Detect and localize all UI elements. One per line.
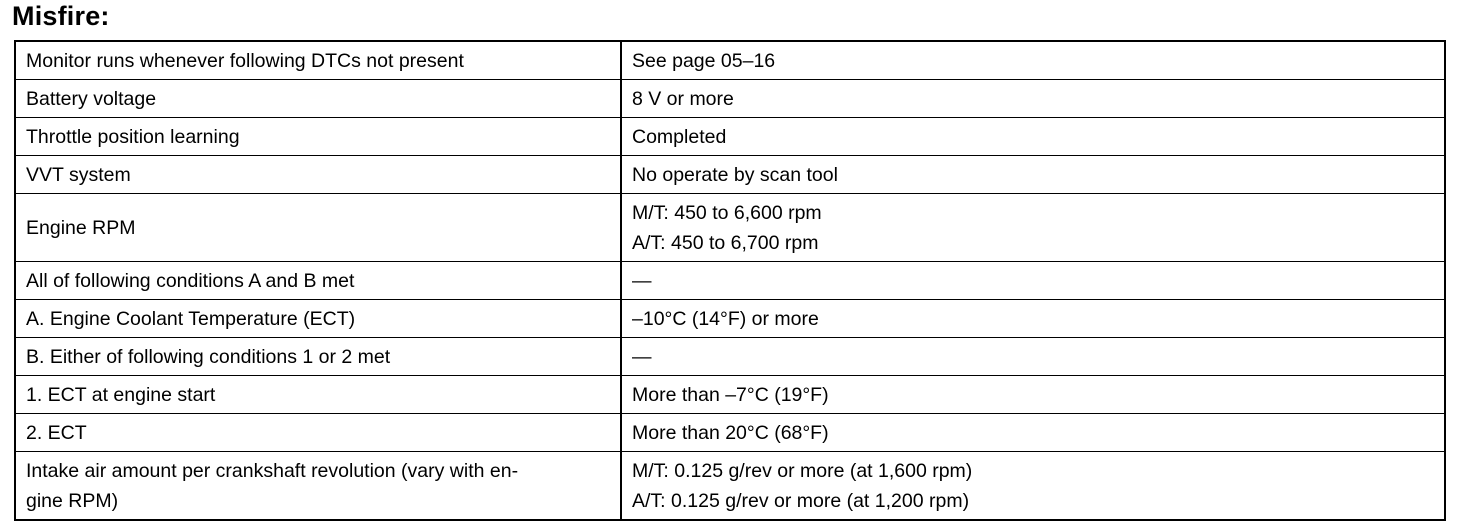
- table-row: [15, 300, 1445, 338]
- condition-cell: VVT system: [15, 156, 621, 194]
- condition-cell: Engine RPM: [15, 194, 621, 262]
- value-line: M/T: 0.125 g/rev or more (at 1,600 rpm): [632, 460, 973, 482]
- value-cell: [621, 194, 1445, 262]
- value-cell: –10°C (14°F) or more: [621, 300, 1445, 338]
- table-row: [15, 80, 1445, 118]
- value-cell: More than 20°C (68°F): [621, 414, 1445, 452]
- value-line: A/T: 450 to 6,700 rpm: [632, 232, 819, 254]
- condition-cell: Throttle position learning: [15, 118, 621, 156]
- value-cell: [621, 452, 1445, 521]
- table-row: [15, 338, 1445, 376]
- value-cell: —: [621, 262, 1445, 300]
- condition-cell: 1. ECT at engine start: [15, 376, 621, 414]
- table-row: [15, 414, 1445, 452]
- value-cell: See page 05–16: [621, 41, 1445, 80]
- condition-cell: [15, 452, 621, 521]
- section-title: Misfire:: [12, 1, 110, 31]
- table-row: [15, 194, 1445, 262]
- table-row: [15, 118, 1445, 156]
- condition-cell: A. Engine Coolant Temperature (ECT): [15, 300, 621, 338]
- table-row: [15, 452, 1445, 521]
- condition-cell: Monitor runs whenever following DTCs not present: [15, 41, 621, 80]
- value-cell: Completed: [621, 118, 1445, 156]
- condition-cell: Battery voltage: [15, 80, 621, 118]
- condition-cell: B. Either of following conditions 1 or 2 met: [15, 338, 621, 376]
- condition-line: Intake air amount per crankshaft revolution (vary with en-: [26, 460, 519, 482]
- value-cell: —: [621, 338, 1445, 376]
- value-cell: 8 V or more: [621, 80, 1445, 118]
- value-cell: No operate by scan tool: [621, 156, 1445, 194]
- value-line: A/T: 0.125 g/rev or more (at 1,200 rpm): [632, 490, 970, 512]
- table-row: [15, 262, 1445, 300]
- condition-cell: All of following conditions A and B met: [15, 262, 621, 300]
- table-row: [15, 41, 1445, 80]
- value-line: M/T: 450 to 6,600 rpm: [632, 202, 822, 224]
- condition-line: gine RPM): [26, 490, 119, 512]
- table-row: [15, 156, 1445, 194]
- table-row: [15, 376, 1445, 414]
- value-cell: More than –7°C (19°F): [621, 376, 1445, 414]
- misfire-conditions-table: [14, 40, 1446, 521]
- condition-cell: 2. ECT: [15, 414, 621, 452]
